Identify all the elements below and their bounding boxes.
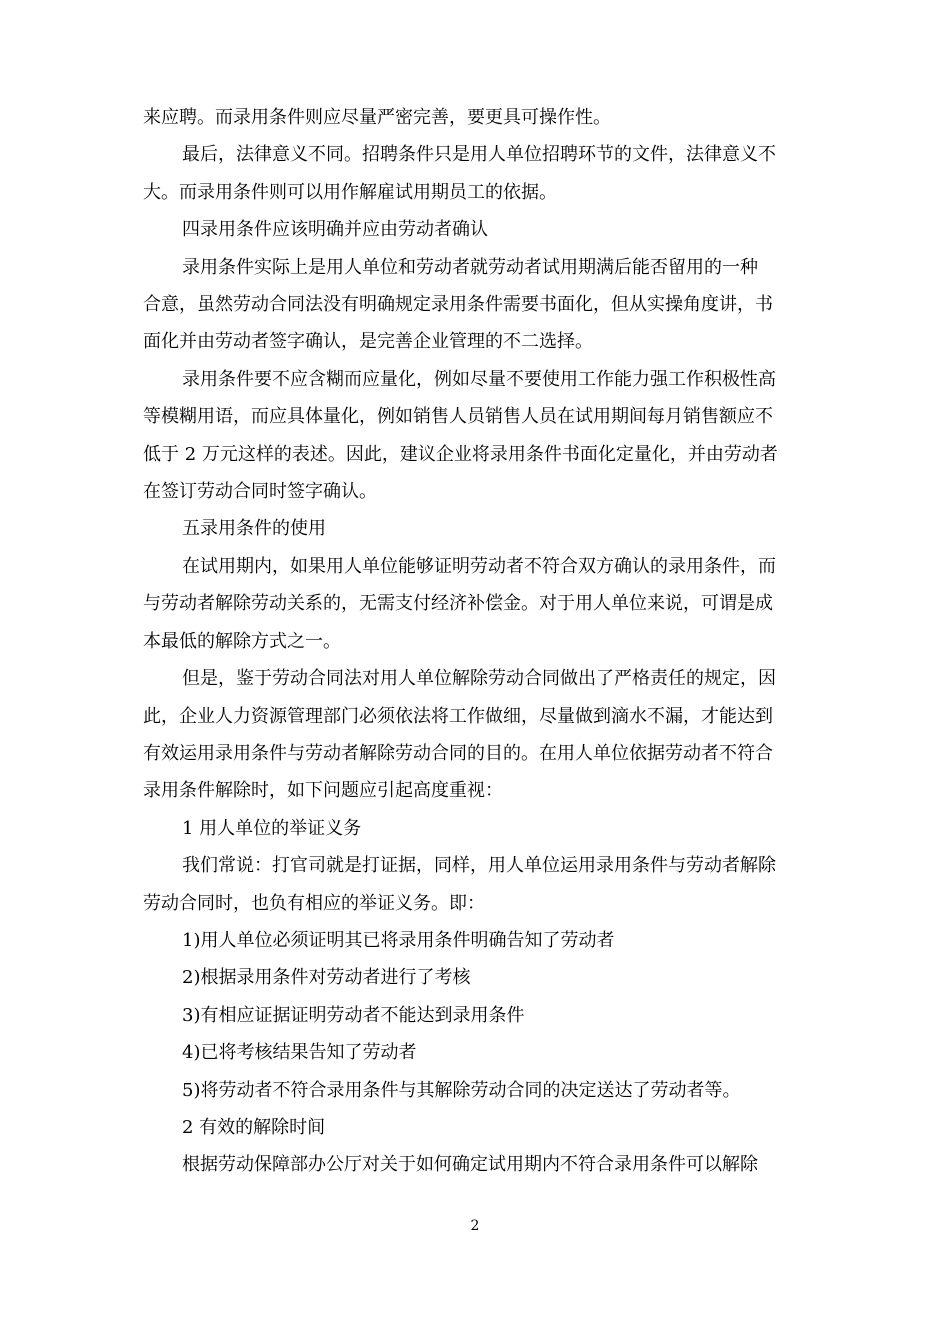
list-item: 2)根据录用条件对劳动者进行了考核 [182, 967, 471, 989]
list-item: 1)用人单位必须证明其已将录用条件明确告知了劳动者 [182, 929, 615, 951]
text-line: 但是，鉴于劳动合同法对用人单位解除劳动合同做出了严格责任的规定，因 [182, 668, 776, 690]
text-line: 大。而录用条件则可以用作解雇试用期员工的依据。 [143, 181, 557, 203]
text-line: 合意，虽然劳动合同法没有明确规定录用条件需要书面化，但从实操角度讲，书 [143, 294, 773, 316]
section-heading: 四录用条件应该明确并应由劳动者确认 [182, 219, 488, 241]
text-line: 录用条件解除时，如下问题应引起高度重视： [143, 780, 503, 802]
text-line: 劳动合同时，也负有相应的举证义务。即： [143, 892, 485, 914]
text-line: 在签订劳动合同时签字确认。 [143, 481, 377, 503]
list-item: 4)已将考核结果告知了劳动者 [182, 1042, 417, 1064]
text-line: 来应聘。而录用条件则应尽量严密完善，要更具可操作性。 [143, 107, 611, 128]
subsection-heading: 1 用人单位的举证义务 [182, 817, 362, 839]
text-line: 低于 2 万元这样的表述。因此，建议企业将录用条件书面化定量化，并由劳动者 [143, 443, 778, 465]
text-line: 面化并由劳动者签字确认，是完善企业管理的不二选择。 [143, 331, 593, 353]
subsection-heading: 2 有效的解除时间 [182, 1116, 326, 1138]
text-line: 最后，法律意义不同。招聘条件只是用人单位招聘环节的文件，法律意义不 [182, 144, 776, 166]
list-item: 5)将劳动者不符合录用条件与其解除劳动合同的决定送达了劳动者等。 [182, 1079, 741, 1101]
text-line: 我们常说：打官司就是打证据，同样，用人单位运用录用条件与劳动者解除 [182, 855, 776, 877]
text-line: 等模糊用语，而应具体量化，例如销售人员销售人员在试用期间每月销售额应不 [143, 406, 773, 428]
text-line: 录用条件实际上是用人单位和劳动者就劳动者试用期满后能否留用的一种 [182, 256, 758, 278]
text-line: 录用条件要不应含糊而应量化，例如尽量不要使用工作能力强工作积极性高 [182, 368, 776, 390]
page-number: 2 [470, 1218, 480, 1234]
text-line: 此，企业人力资源管理部门必须依法将工作做细，尽量做到滴水不漏，才能达到 [143, 705, 773, 727]
section-heading: 五录用条件的使用 [182, 518, 326, 540]
text-line: 有效运用录用条件与劳动者解除劳动合同的目的。在用人单位依据劳动者不符合 [143, 742, 773, 764]
text-line: 与劳动者解除劳动关系的，无需支付经济补偿金。对于用人单位来说，可谓是成 [143, 593, 773, 615]
text-line: 根据劳动保障部办公厅对关于如何确定试用期内不符合录用条件可以解除 [182, 1154, 758, 1176]
list-item: 3)有相应证据证明劳动者不能达到录用条件 [182, 1004, 525, 1026]
text-line: 本最低的解除方式之一。 [143, 630, 341, 652]
document-body [143, 99, 807, 1184]
text-line: 在试用期内，如果用人单位能够证明劳动者不符合双方确认的录用条件，而 [182, 555, 776, 577]
